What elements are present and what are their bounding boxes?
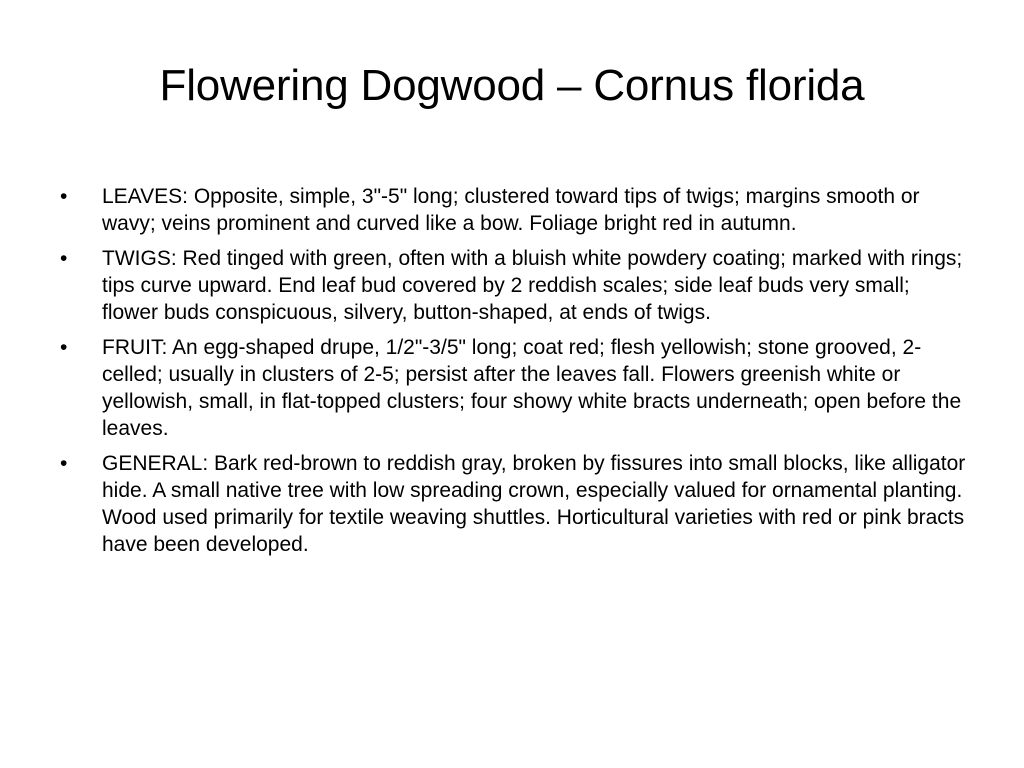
bullet-item-fruit [52,334,968,442]
bullet-icon: • [60,185,68,208]
bullet-icon: • [60,247,68,270]
bullet-icon: • [60,452,68,475]
bullet-text: GENERAL: Bark red-brown to reddish gray, broken by fissures into small blocks, like alligator hide. A small native tree with low spreading crown, especially valued for ornamental planting. Wood used primarily for textile weaving shuttles. Horticultural varieties with red or pink bracts have been developed. [102,452,966,556]
bullet-item-twigs [52,245,968,326]
bullet-list [52,183,968,566]
slide-title: Flowering Dogwood – Cornus florida [159,61,865,110]
bullet-item-leaves [52,183,968,237]
bullet-item-general [52,450,968,558]
bullet-icon: • [60,336,68,359]
bullet-text: TWIGS: Red tinged with green, often with a bluish white powdery coating; marked with rings; tips curve upward. End leaf bud covered by 2 reddish scales; side leaf buds very small; flower buds conspicuous, silvery, button-shaped, at ends of twigs. [102,247,963,324]
bullet-text: FRUIT: An egg-shaped drupe, 1/2"-3/5" long; coat red; flesh yellowish; stone grooved, 2-celled; usually in clusters of 2-5; persist after the leaves fall. Flowers greenish white or yellowish, small, in flat-topped clusters; four showy white bracts underneath; open before the leaves. [102,336,962,440]
bullet-text: LEAVES: Opposite, simple, 3"-5" long; clustered toward tips of twigs; margins smooth or wavy; veins prominent and curved like a bow. Foliage bright red in autumn. [102,185,920,235]
